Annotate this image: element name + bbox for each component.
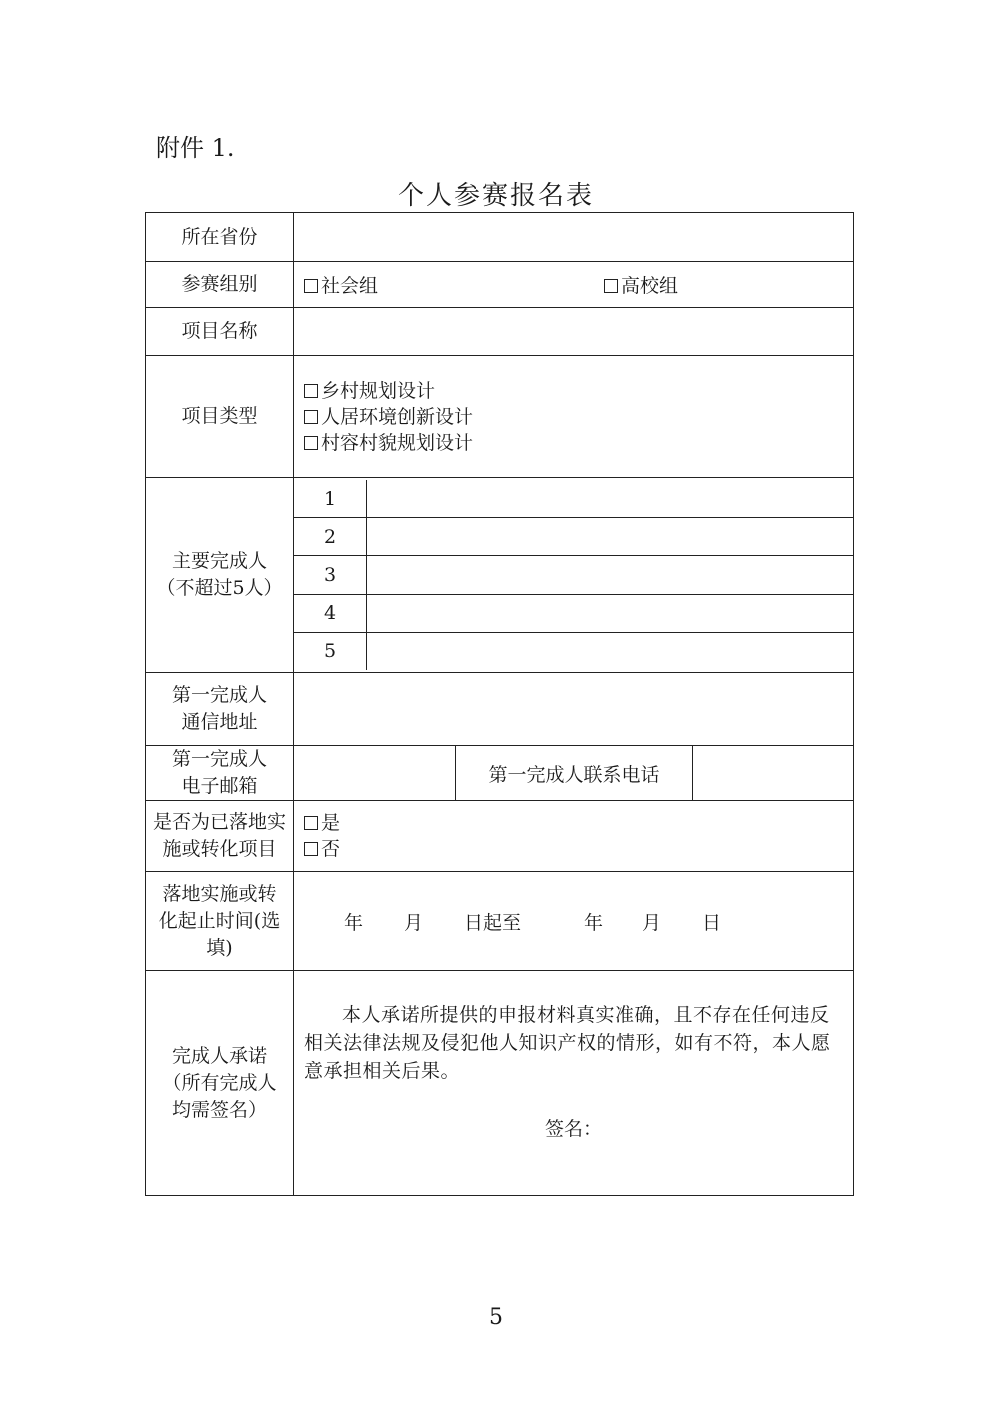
period-label: 落地实施或转 化起止时间(选 填) — [146, 872, 294, 970]
checkbox-icon[interactable] — [304, 410, 318, 424]
project-type-label: 项目类型 — [146, 356, 294, 477]
project-name-label: 项目名称 — [146, 308, 294, 355]
project-type-row — [146, 355, 853, 477]
email-row — [146, 745, 853, 800]
attachment-label: 附件 1. — [156, 134, 235, 162]
phone-label: 第一完成人联系电话 — [456, 746, 693, 800]
checkbox-icon[interactable] — [304, 279, 318, 293]
people-list — [294, 478, 853, 672]
province-row — [146, 213, 853, 261]
province-label: 所在省份 — [146, 213, 294, 261]
person-name-field[interactable] — [367, 480, 853, 517]
period-row — [146, 871, 853, 970]
email-label: 第一完成人 电子邮箱 — [146, 746, 294, 800]
period-word: 年 — [344, 911, 364, 934]
main-people-label: 主要完成人 （不超过5人） — [146, 478, 294, 672]
page-number: 5 — [489, 1305, 503, 1330]
person-row: 2 — [294, 517, 853, 555]
phone-field[interactable] — [693, 746, 853, 800]
email-field[interactable] — [294, 746, 456, 800]
pledge-row — [146, 970, 853, 1195]
implemented-option-no[interactable]: 否 — [304, 836, 340, 862]
registration-form — [145, 212, 854, 1196]
checkbox-icon[interactable] — [304, 842, 318, 856]
person-name-field[interactable] — [367, 595, 853, 632]
pledge-label: 完成人承诺 （所有完成人 均需签名） — [146, 971, 294, 1195]
checkbox-icon[interactable] — [304, 816, 318, 830]
project-name-row — [146, 307, 853, 355]
address-label: 第一完成人 通信地址 — [146, 673, 294, 745]
project-type-option-habitat-design[interactable]: 人居环境创新设计 — [304, 404, 473, 430]
period-word: 月 — [404, 911, 424, 934]
person-row: 5 — [294, 632, 853, 670]
checkbox-icon[interactable] — [304, 384, 318, 398]
checkbox-icon[interactable] — [604, 279, 618, 293]
group-label: 参赛组别 — [146, 262, 294, 307]
pledge-text: 本人承诺所提供的申报材料真实准确，且不存在任何违反相关法律法规及侵犯他人知识产权的情形，如有不符，本人愿意承担相关后果。 — [304, 1004, 831, 1082]
period-field[interactable] — [294, 872, 853, 970]
group-option-college[interactable]: 高校组 — [604, 271, 678, 298]
project-type-option-rural-planning[interactable]: 乡村规划设计 — [304, 378, 473, 404]
period-word: 月 — [642, 911, 662, 934]
address-row — [146, 672, 853, 745]
period-word: 日起至 — [464, 911, 522, 934]
person-row: 4 — [294, 594, 853, 632]
person-name-field[interactable] — [367, 518, 853, 555]
group-option-social[interactable]: 社会组 — [304, 271, 604, 298]
person-name-field[interactable] — [367, 633, 853, 670]
implemented-row — [146, 800, 853, 871]
period-word: 年 — [584, 911, 604, 934]
province-field[interactable] — [294, 213, 853, 261]
person-row: 1 — [294, 480, 853, 517]
implemented-option-yes[interactable]: 是 — [304, 810, 340, 836]
form-title: 个人参赛报名表 — [397, 181, 594, 211]
main-people-row — [146, 477, 853, 672]
address-field[interactable] — [294, 673, 853, 745]
person-name-field[interactable] — [367, 556, 853, 593]
checkbox-icon[interactable] — [304, 436, 318, 450]
project-name-field[interactable] — [294, 308, 853, 355]
project-type-option-village-appearance[interactable]: 村容村貌规划设计 — [304, 430, 473, 456]
person-row: 3 — [294, 555, 853, 593]
period-word: 日 — [702, 911, 722, 934]
group-row — [146, 261, 853, 307]
implemented-label: 是否为已落地实 施或转化项目 — [146, 801, 294, 871]
signature-field[interactable]: 签名： — [544, 1118, 602, 1140]
